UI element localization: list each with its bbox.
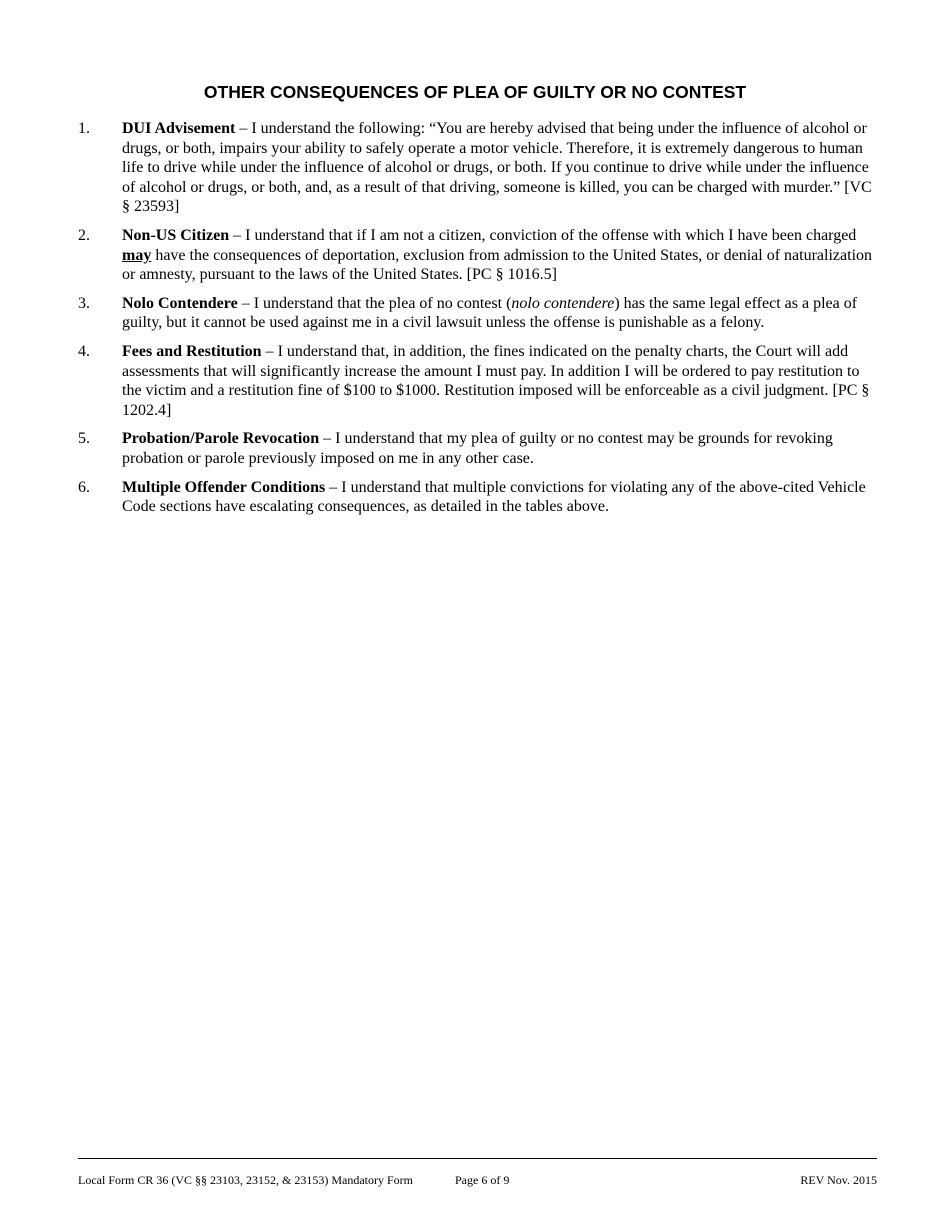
item-heading: Probation/Parole Revocation — [122, 430, 320, 448]
list-item-non-us-citizen — [78, 226, 874, 285]
item-text: – I understand that my plea of guilty or no contest may be grounds for revoking probation or parole previously imposed on me in any other case. — [122, 430, 833, 467]
item-heading: Fees and Restitution — [122, 342, 262, 360]
footer-revision: REV Nov. 2015 — [800, 1173, 877, 1187]
footer-form-name: Local Form CR 36 (VC §§ 23103, 23152, & 23153) Mandatory Form — [78, 1173, 413, 1187]
item-heading: Nolo Contendere — [122, 294, 238, 312]
emphasis-text: may — [122, 246, 152, 264]
item-text: ) has the same legal effect as a plea of guilty, but it cannot be used against me in a civil lawsuit unless the offense is punishable as a felony. — [122, 294, 858, 332]
item-number: 1. — [78, 120, 90, 137]
item-text: – I understand the following: “You are hereby advised that being under the influence of alcohol or drugs, or both, impairs your ability to safely operate a motor vehicle. Therefore, it is extremely dangerous to human life to drive while under the influence of alcohol or drugs, or both. If you continue to drive while under the influence of alcohol or drugs, or both, and, as a result of that driving, someone is killed, you can be charged with murder.” [VC § 23593] — [122, 120, 872, 216]
item-text: – I understand that multiple convictions for violating any of the above-cited Vehicle Code sections have escalating consequences, as detailed in the tables above. — [122, 478, 866, 516]
page-title: OTHER CONSEQUENCES OF PLEA OF GUILTY OR NO CONTEST — [203, 82, 747, 102]
item-text: – I understand that, in addition, the fines indicated on the penalty charts, the Court will add assessments that will significantly increase the amount I must pay. In addition I will be ordered to pay restitution to the victim and a restitution fine of $100 to $1000. Restitution imposed will be enforceable as a civil judgment. [PC § 1202.4] — [122, 342, 870, 419]
item-number: 4. — [78, 342, 90, 360]
italic-text: nolo contendere — [511, 294, 615, 312]
list-item-multiple-offender-conditions — [78, 478, 874, 517]
footer-page-number: Page 6 of 9 — [455, 1173, 510, 1187]
advisement-list — [78, 119, 874, 526]
list-item-dui-advisement — [78, 119, 874, 217]
item-text: – I understand that if I am not a citizen, conviction of the offense with which I have been charged — [229, 226, 857, 244]
item-heading: DUI Advisement — [122, 120, 236, 137]
item-number: 6. — [78, 478, 90, 496]
item-number: 5. — [78, 430, 90, 448]
item-heading: Non-US Citizen — [122, 226, 230, 244]
item-number: 3. — [78, 294, 90, 312]
item-text: – I understand that the plea of no contest ( — [237, 294, 512, 312]
list-item-nolo-contendere — [78, 294, 874, 333]
list-item-fees-and-restitution — [78, 342, 874, 420]
item-number: 2. — [78, 226, 90, 244]
list-item-probation-parole-revocation — [78, 429, 874, 468]
item-text: have the consequences of deportation, exclusion from admission to the United States, or denial of naturalization or amnesty, pursuant to the laws of the United States. [PC § 1016.5] — [122, 246, 873, 284]
footer-divider — [78, 1158, 877, 1159]
item-heading: Multiple Offender Conditions — [122, 478, 326, 496]
